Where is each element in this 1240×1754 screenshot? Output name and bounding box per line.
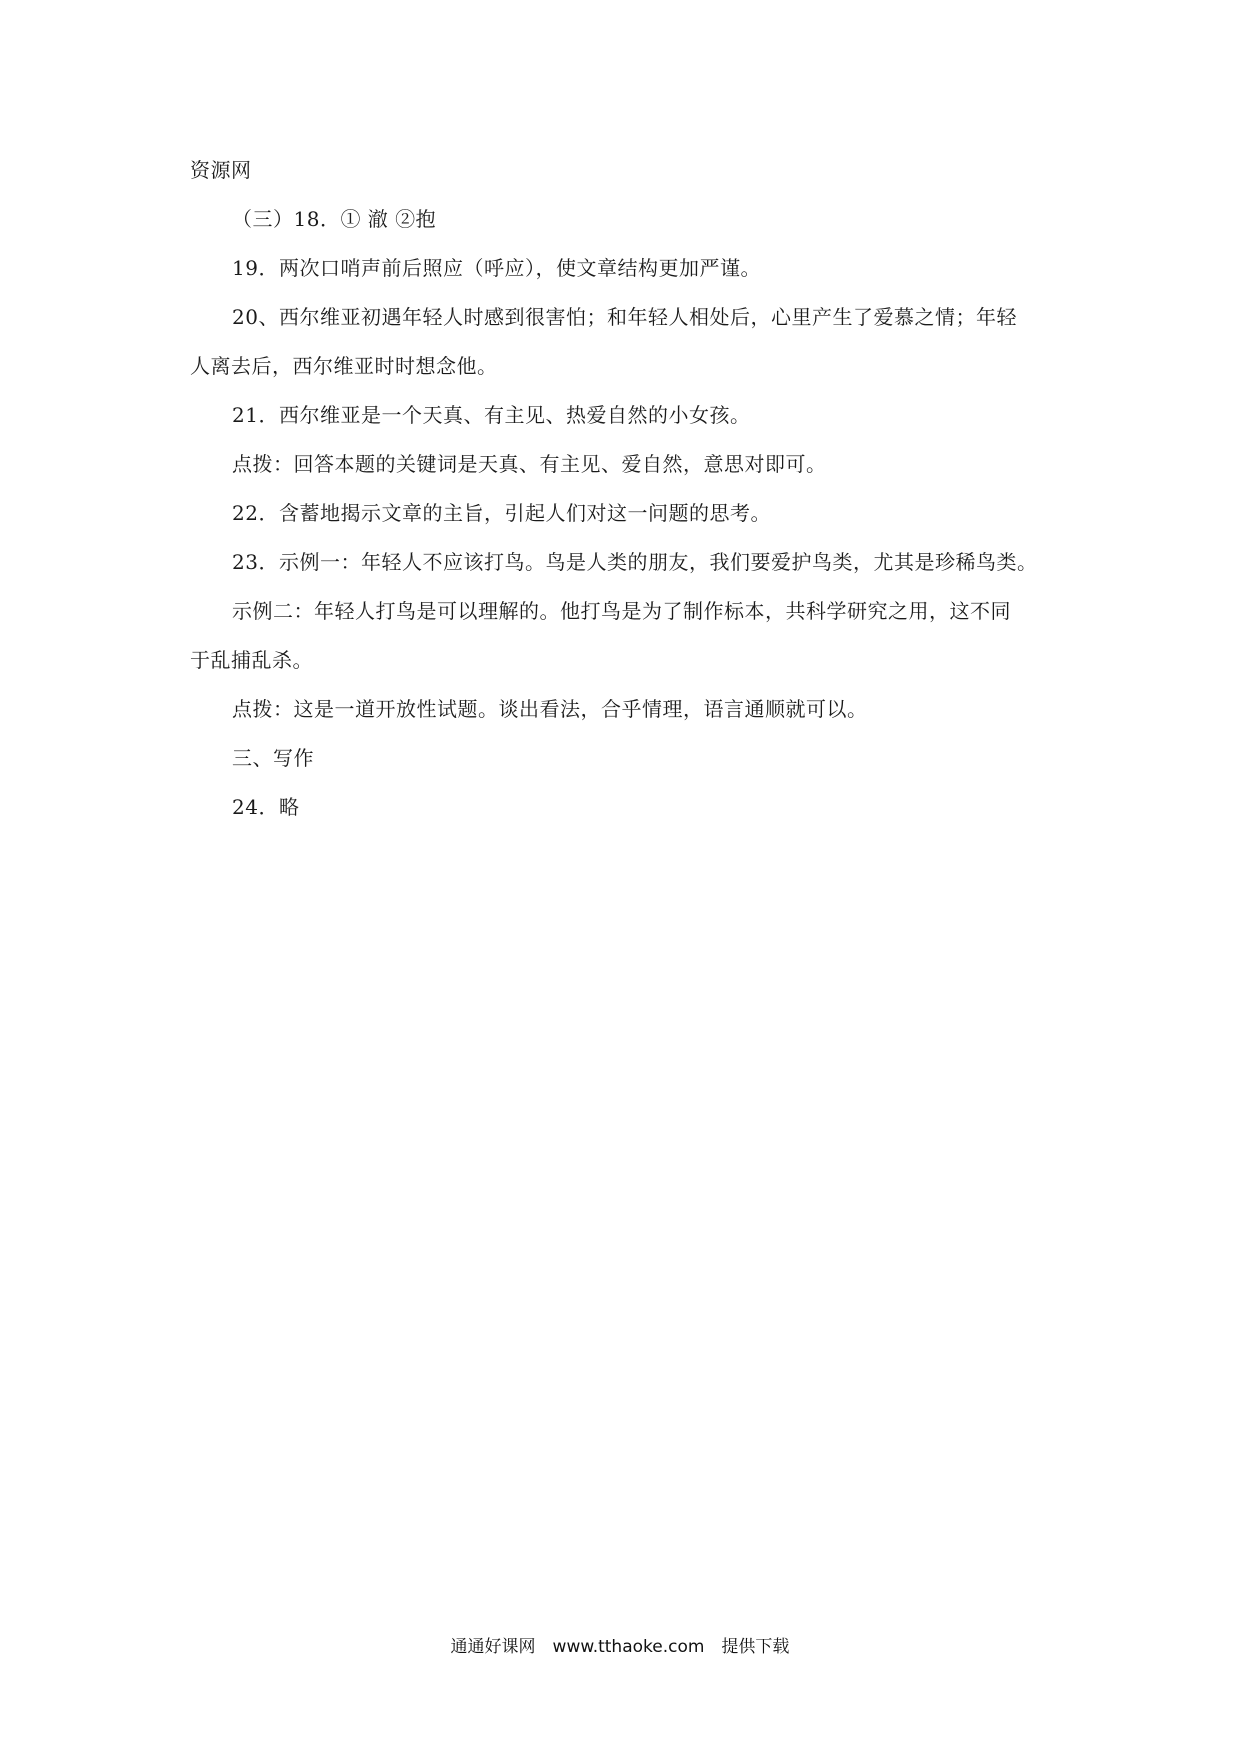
text-line-answer-21: 21．西尔维亚是一个天真、有主见、热爱自然的小女孩。 (232, 403, 751, 427)
text-line-hint-21: 点拨：回答本题的关键词是天真、有主见、爱自然，意思对即可。 (232, 452, 827, 476)
section-heading-writing: 三、写作 (232, 746, 314, 770)
text-line-answer-23-example-1: 23．示例一：年轻人不应该打鸟。鸟是人类的朋友，我们要爱护鸟类，尤其是珍稀鸟类。 (232, 550, 1038, 574)
text-line-answer-18: （三）18．① 澈 ②抱 (232, 207, 437, 231)
text-line-hint-23: 点拨：这是一道开放性试题。谈出看法，合乎情理，语言通顺就可以。 (232, 697, 868, 721)
text-line-answer-19: 19．两次口哨声前后照应（呼应），使文章结构更加严谨。 (232, 256, 761, 280)
text-line-answer-22: 22．含蓄地揭示文章的主旨，引起人们对这一问题的思考。 (232, 501, 771, 525)
text-line-answer-23-example-2: 示例二：年轻人打鸟是可以理解的。他打鸟是为了制作标本，共科学研究之用，这不同 (232, 599, 1011, 623)
text-line-answer-20-cont: 人离去后，西尔维亚时时想念他。 (190, 354, 498, 378)
page-footer: 通通好课网 www.tthaoke.com 提供下载 (450, 1637, 790, 1657)
text-line-source: 资源网 (190, 158, 252, 182)
answer-text-block (190, 158, 1060, 819)
text-line-answer-23-example-2-cont: 于乱捕乱杀。 (190, 648, 313, 672)
text-line-answer-20: 20、西尔维亚初遇年轻人时感到很害怕；和年轻人相处后，心里产生了爱慕之情；年轻 (232, 305, 1017, 329)
text-line-answer-24: 24．略 (232, 795, 300, 819)
